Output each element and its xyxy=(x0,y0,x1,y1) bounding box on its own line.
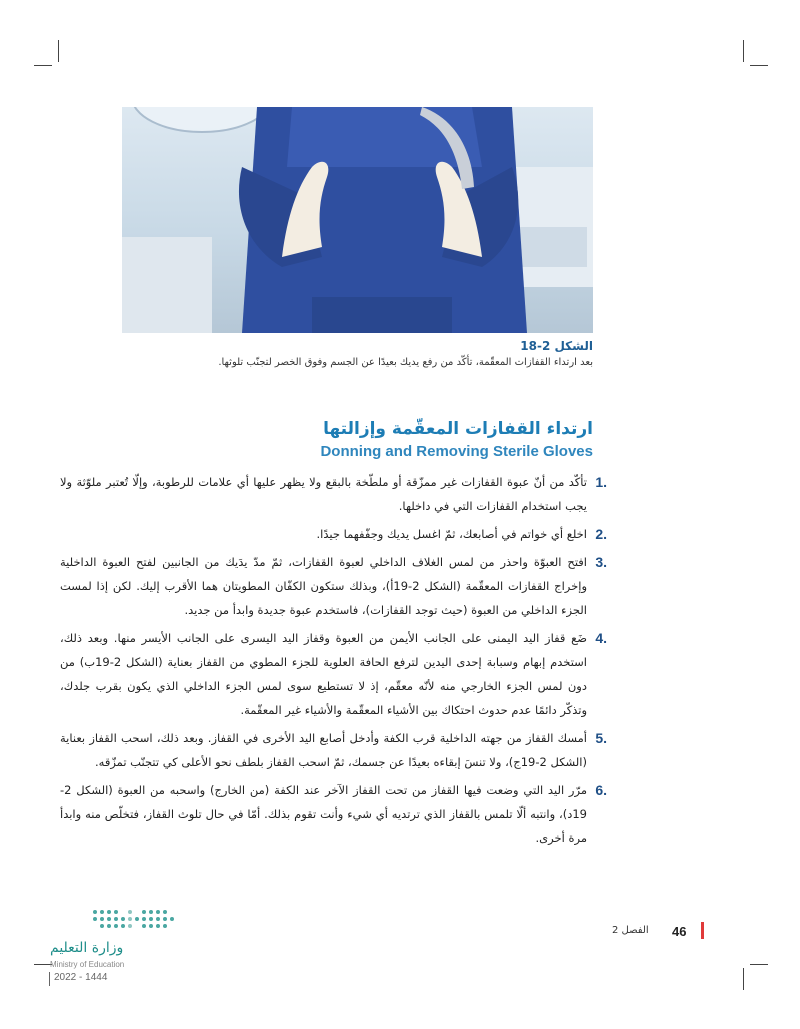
ministry-name-english: Ministry of Education xyxy=(50,960,125,969)
crop-mark xyxy=(34,65,52,66)
ministry-name-arabic: وزارة التعليم xyxy=(50,940,124,956)
edition-year: 2022 - 1444 xyxy=(54,972,108,983)
step-item xyxy=(60,778,607,850)
figure-number: الشكل 2-18 xyxy=(520,339,593,353)
year-divider xyxy=(49,972,50,986)
step-number: 3. xyxy=(595,554,607,570)
step-number: 1. xyxy=(595,474,607,490)
page-number-bar xyxy=(701,922,704,939)
step-text: ضَع قفاز اليد اليمنى على الجانب الأيمن من العبوة وقفاز اليد اليسرى على الجانب الأيسر منها. وبعد ذلك، استخدم إبهام وسبابة إحدى اليدين لترفع الحافة العلوية للجزء المطوي من القفاز بعناية (الشكل 2-19ب) من دون لمس الجزء الخارجي منه لأنّه معقّم، إذ لا تستطيع سوى لمس الجزء الداخلي الذي يكون بقرب جلدك، وتذكّر دائمًا عدم حدوث احتكاك بين الأشياء المعقّمة والأشياء غير المعقّمة. xyxy=(60,631,587,717)
step-text: اخلع أي خواتم في أصابعك، ثمّ اغسل يديك وجفّفهما جيدًا. xyxy=(316,527,587,541)
ministry-logo-icon xyxy=(92,909,174,933)
step-number: 2. xyxy=(595,526,607,542)
step-number: 5. xyxy=(595,730,607,746)
step-item xyxy=(60,726,607,774)
step-item xyxy=(60,626,607,722)
page-number: 46 xyxy=(672,924,687,939)
figure-photo xyxy=(122,107,593,333)
step-text: تأكّد من أنّ عبوة القفازات غير ممزّقة أو ملطّخة بالبقع ولا يظهر عليها أي علامات للرطوبة، وإلّا تُعتبر ملوّثة ولا يجب استخدام القفازات التي في داخلها. xyxy=(60,475,587,513)
surgeon-illustration xyxy=(122,107,593,333)
step-number: 6. xyxy=(595,782,607,798)
figure-caption: بعد ارتداء القفازات المعقّمة، تأكّد من رفع يديك بعيدًا عن الجسم وفوق الخصر لتجنّب تلوثها. xyxy=(218,357,593,368)
step-text: أمسك القفاز من جهته الداخلية قرب الكفة وأدخل أصابع اليد الأخرى في القفاز. وبعد ذلك، اسحب القفاز بعناية (الشكل 2-19ج)، ولا تنسَ إبقاءه بعيدًا عن جسمك، ثمّ اسحب القفاز بلطف نحو الأعلى كي تتجنّب تمزّقه. xyxy=(60,731,587,769)
crop-mark xyxy=(743,968,744,990)
steps-list xyxy=(60,470,607,854)
chapter-label: الفصل 2 xyxy=(612,925,649,936)
step-text: مرّر اليد التي وضعت فيها القفاز من تحت القفاز الآخر عند الكفة (من الخارج) واسحبه من العبوة (الشكل 2-19د)، وانتبه ألّا تلمس بالقفاز الذي ترتديه أي شيء وأنت تقوم بذلك. أمّا في حال تلوث القفاز، فتخلّص منه وابدأ مرة أخرى. xyxy=(60,783,587,845)
crop-mark xyxy=(750,65,768,66)
crop-mark xyxy=(750,964,768,965)
crop-mark xyxy=(743,40,744,62)
step-text: افتح العبوّة واحذر من لمس الغلاف الداخلي لعبوة القفازات، ثمّ مدّ يدَيك من الجانبين لفتح العبوة الداخلية وإخراج القفازات المعقّمة (الشكل 2-19أ)، وبذلك ستكون الكفّان المطويتان هما الأقرب إليك. لكن إذا لمست الجزء الداخلي من العبوة (حيث توجد القفازات)، فاستخدم عبوة جديدة وابدأ من جديد. xyxy=(60,555,587,617)
step-item xyxy=(60,550,607,622)
step-number: 4. xyxy=(595,630,607,646)
step-item xyxy=(60,522,607,546)
section-title-english: Donning and Removing Sterile Gloves xyxy=(320,443,593,460)
step-item xyxy=(60,470,607,518)
crop-mark xyxy=(58,40,59,62)
section-title-arabic: ارتداء القفازات المعقّمة وإزالتها xyxy=(323,419,593,439)
